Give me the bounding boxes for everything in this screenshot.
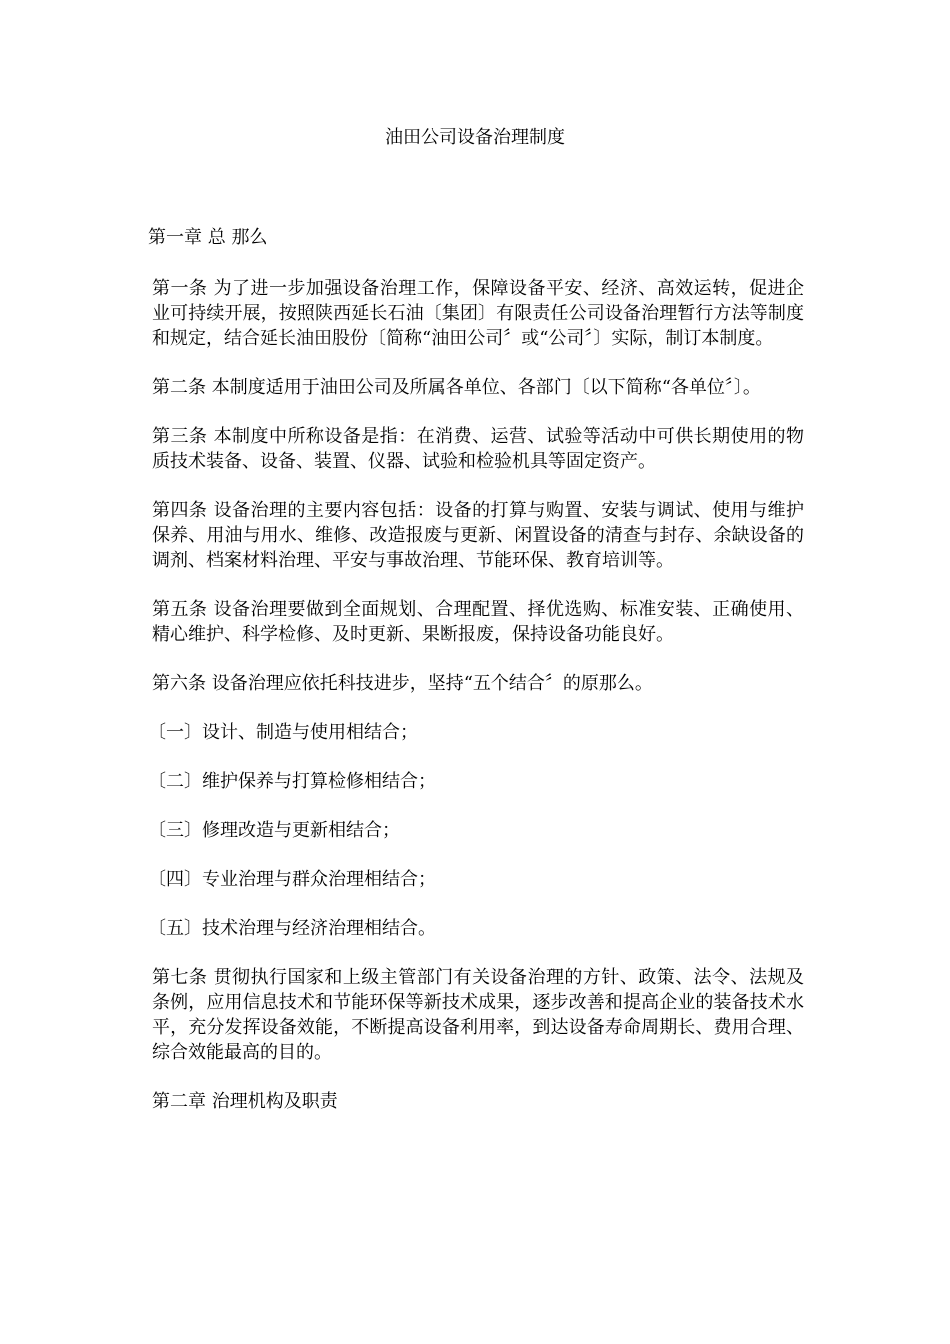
principle-item-5: 〔五〕技术治理与经济治理相结合。 — [148, 918, 436, 939]
article-3: 第三条 本制度中所称设备是指：在消费、运营、试验等活动中可供长期使用的物质技术装备、设备、装置、仪器、试验和检验机具等固定资产。 — [152, 426, 804, 472]
chapter-heading-1: 第一章 总 那么 — [148, 227, 268, 248]
principle-item-1: 〔一〕设计、制造与使用相结合； — [148, 722, 418, 743]
article-2: 第二条 本制度适用于油田公司及所属各单位、各部门〔以下简称“各单位〞〕。 — [152, 377, 761, 398]
principle-item-3: 〔三〕修理改造与更新相结合； — [148, 820, 400, 841]
article-6: 第六条 设备治理应依托科技进步，坚持“五个结合〞的原那么。 — [152, 673, 653, 694]
principle-item-2: 〔二〕维护保养与打算检修相结合； — [148, 771, 436, 792]
article-4: 第四条 设备治理的主要内容包括：设备的打算与购置、安装与调试、使用与维护保养、用油与用水、维修、改造报废与更新、闲置设备的清查与封存、余缺设备的调剂、档案材料治理、平安与事故治理、节能环保、教育培训等。 — [152, 500, 804, 571]
article-5: 第五条 设备治理要做到全面规划、合理配置、择优选购、标准安装、正确使用、精心维护、科学检修、及时更新、果断报废，保持设备功能良好。 — [152, 599, 804, 645]
article-7: 第七条 贯彻执行国家和上级主管部门有关设备治理的方针、政策、法令、法规及条例，应用信息技术和节能环保等新技术成果，逐步改善和提高企业的装备技术水平，充分发挥设备效能，不断提高设备利用率，到达设备寿命周期长、费用合理、综合效能最高的目的。 — [152, 967, 804, 1063]
chapter-heading-2: 第二章 治理机构及职责 — [152, 1091, 338, 1112]
document-title: 油田公司设备治理制度 — [385, 127, 565, 148]
principle-item-4: 〔四〕专业治理与群众治理相结合； — [148, 869, 436, 890]
document-body — [148, 225, 804, 1138]
article-1: 第一条 为了进一步加强设备治理工作，保障设备平安、经济、高效运转，促进企业可持续开展，按照陕西延长石油〔集团〕有限责任公司设备治理暂行方法等制度和规定，结合延长油田股份〔简称“油田公司〞或“公司〞〕实际，制订本制度。 — [152, 278, 804, 349]
